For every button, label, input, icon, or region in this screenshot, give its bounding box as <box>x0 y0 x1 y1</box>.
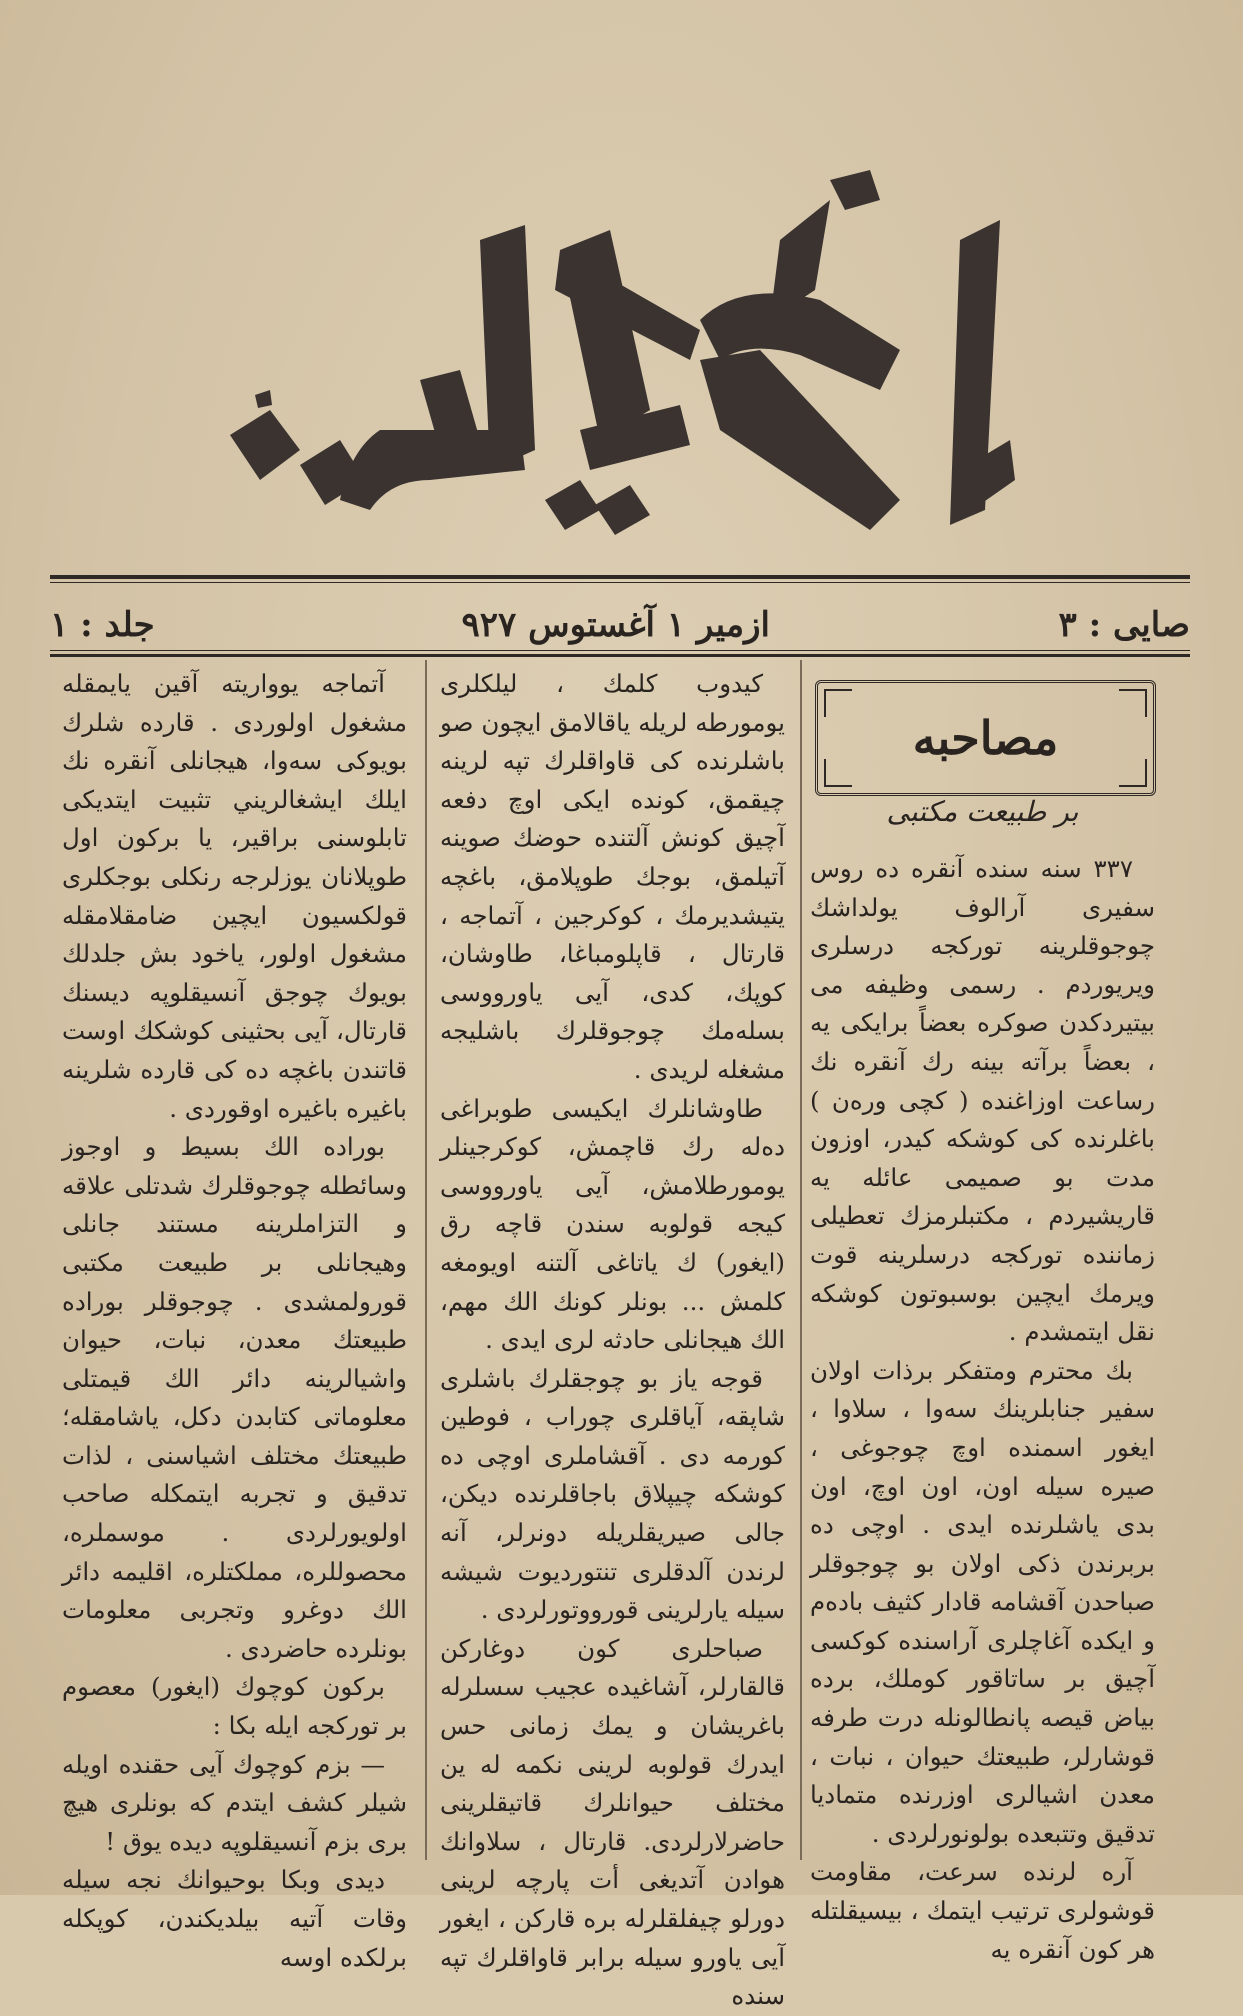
paragraph: آره لرنده سرعت، مقاومت قوشولرى ترتيب ايتمك ، بيسيقلتله هر كون آنقره يه <box>810 1857 1155 1964</box>
masthead-logo <box>0 180 1243 580</box>
paragraph: آتماجه يوواريته آقين يايمقله مشغول اولوردى . قارده شلرك بويوكى سەوا، هيجانلى آنقره نك ايلك ايشغالريني تثبيت ايتديكى تابلوسنى براقير، يا بركون اول طوپلانان يوزلرجه رنكلى بوجكلرى قولكسيون ايچين ضامقلامقله مشغول اولور، ياخود بش جلدلك بويوك چوجق آنسيقلوپه ديسنك قارتال، آيى بحثينى كوشكك اوست قاتندن باغچه ده كى قارده شلرينه باغيره باغيره اوقوردى . <box>62 669 407 1123</box>
paragraph: بركون كوچوك (ايغور) معصوم بر توركجه ايله بكا : <box>62 1672 407 1741</box>
column-left <box>62 665 407 1972</box>
column-right <box>810 850 1155 1964</box>
issue-info-row <box>50 590 1190 660</box>
column-middle <box>440 665 785 2011</box>
article-subheading: بر طبيعت مكتبى <box>886 795 1079 828</box>
box-corner-ornament <box>824 759 852 787</box>
paragraph: طاوشانلرك ايكيسى طوبراغى دەله رك قاچمش، كوكرجينلر يومورطلامش، آيى ياورووسى كيجه قولوبه سندن قاچه رق (ايغور) ك ياتاغى آلتنه اويومغه كلمش ... بونلر كونك الك مهم، الك هيجانلى حادثه لرى ايدى . <box>440 1093 785 1355</box>
masthead-calligraphy <box>0 180 1243 580</box>
paragraph: بك محترم ومتفكر برذات اولان سفير جنابلرينك سەوا ، سلاوا ، ايغور اسمنده اوچ چوجوغى ، صيره سيله اون، اون اوچ، اون بدى ياشلرنده ايدى . اوچى ده بربرندن ذكى اولان بو چوجوقلر صباحدن آقشامه قادار كثيف بادەم و ايكده آغاچلرى آراسنده كوكسى آچيق بر ساتاقور كوملك، برده بياض قيصه پانطالونله درت طرفه قوشارلر، طبيعتك حيوان ، نبات ، معدن اشيالرى اوزرنده متماديا تدقيق وتتبعده بولونورلردى . <box>810 1355 1155 1848</box>
column-separator <box>800 660 802 1860</box>
column-separator <box>425 660 427 1860</box>
paragraph: — بزم كوچوك آيى حقنده اويله شيلر كشف ايتدم كه بونلرى هيچ برى بزم آنسيقلوپه ديده يوق ! <box>62 1749 407 1856</box>
paragraph: كيدوب كلمك ، ليلكلرى يومورطه لريله ياقالامق ايچون صو باشلرنده كى قاواقلرك تپه لرينه چيقمق، كونده ايكى اوچ دفعه آچيق كونش آلتنده حوضك صوينه آتيلمق، بوجك طوپلامق، باغچه يتيشديرمك ، كوكرجين ، آتماجه ، قارتال ، قاپلومباغا، طاوشان، كوپك، كدى، آيى ياورووسى بسلەمك چوجوقلرك باشليجه مشغله لريدى . <box>440 669 785 1084</box>
paragraph: بوراده الك بسيط و اوجوز وسائطله چوجوقلرك شدتلى علاقه و التزاملرينه مستند جانلى وهيجانلى بر طبيعت مكتبى قورولمشدى . چوجوقلر بوراده طبيعتك معدن، نبات، حيوان واشيالرينه دائر الك قيمتلى معلوماتى كتابدن دكل، ياشامقله؛ طبيعتك مختلف اشياسنى ، لذات تدقيق و تجربه ايتمكله صاحب اولويورلردى . موسملره، محصوللره، مملكتلره، اقليمه دائر الك دوغرو وتجربى معلومات بونلرده حاضردى . <box>62 1132 407 1663</box>
top-rule-thin <box>50 582 1190 583</box>
issue-date: ازمير ۱ آغستوس ۹۲۷ <box>461 605 770 645</box>
box-corner-ornament <box>824 689 852 717</box>
top-rule-thick <box>50 575 1190 579</box>
paragraph: قوجه ياز بو چوجقلرك باشلرى شاپقه، آياقلرى چوراب ، فوطين كورمه دى . آقشاملرى اوچى ده كوشكه چيپلاق باجاقلرنده ديكن، جالى صيريقلريله دونرلر، آنه لرندن آلدقلرى تنتورديوت شيشه سيله يارلرينى قورووتورلردى . <box>440 1363 785 1625</box>
box-corner-ornament <box>1119 689 1147 717</box>
article-heading-box <box>815 680 1156 796</box>
volume-number: جلد : ۱ <box>50 605 155 645</box>
box-corner-ornament <box>1119 759 1147 787</box>
paragraph: صباحلرى كون دوغاركن قالقارلر، آشاغيده عجيب سسلرله باغريشان و يمك زمانى حس ايدرك قولوبه لرينى نكمه له ين مختلف حيوانلرك قاتيقلرينى حاضرلارلردى. قارتال ، سلاوانك هوادن آتديغى أت پارچه لرينى دورلو چيفلقلرله بره قاركن ، ايغور آيى ياورو سيله برابر قاواقلرك تپه سنده <box>440 1633 785 2011</box>
article-heading: مصاحبه <box>912 711 1059 765</box>
paragraph: ۳۳۷ سنه سنده آنقره ده روس سفيرى آرالوف يولداشك چوجوقلرينه توركجه درسلرى ويريوردم . رسمى وظيفه مى بيتيردكدن صوكره بعضاً برايكى يه ، بعضاً برآته بينه رك آنقره نك رساعت اوزاغنده ( كچى ورەن ) باغلرنده كى كوشكه كيدر، اوزون مدت بو صميمى عائله يه قاريشيردم ، مكتبلرمزك تعطيلى زماننده توركجه درسلرينه قوت ويرمك ايچين بوسبوتون كوشكه نقل ايتمشدم . <box>810 854 1155 1347</box>
paragraph: ديدى وبكا بوحيوانك نجه سيله وقات آتيه بيلديكندن، كوپكله برلكده اوسه <box>62 1865 407 1972</box>
issue-number: صايى : ۳ <box>1058 605 1190 645</box>
